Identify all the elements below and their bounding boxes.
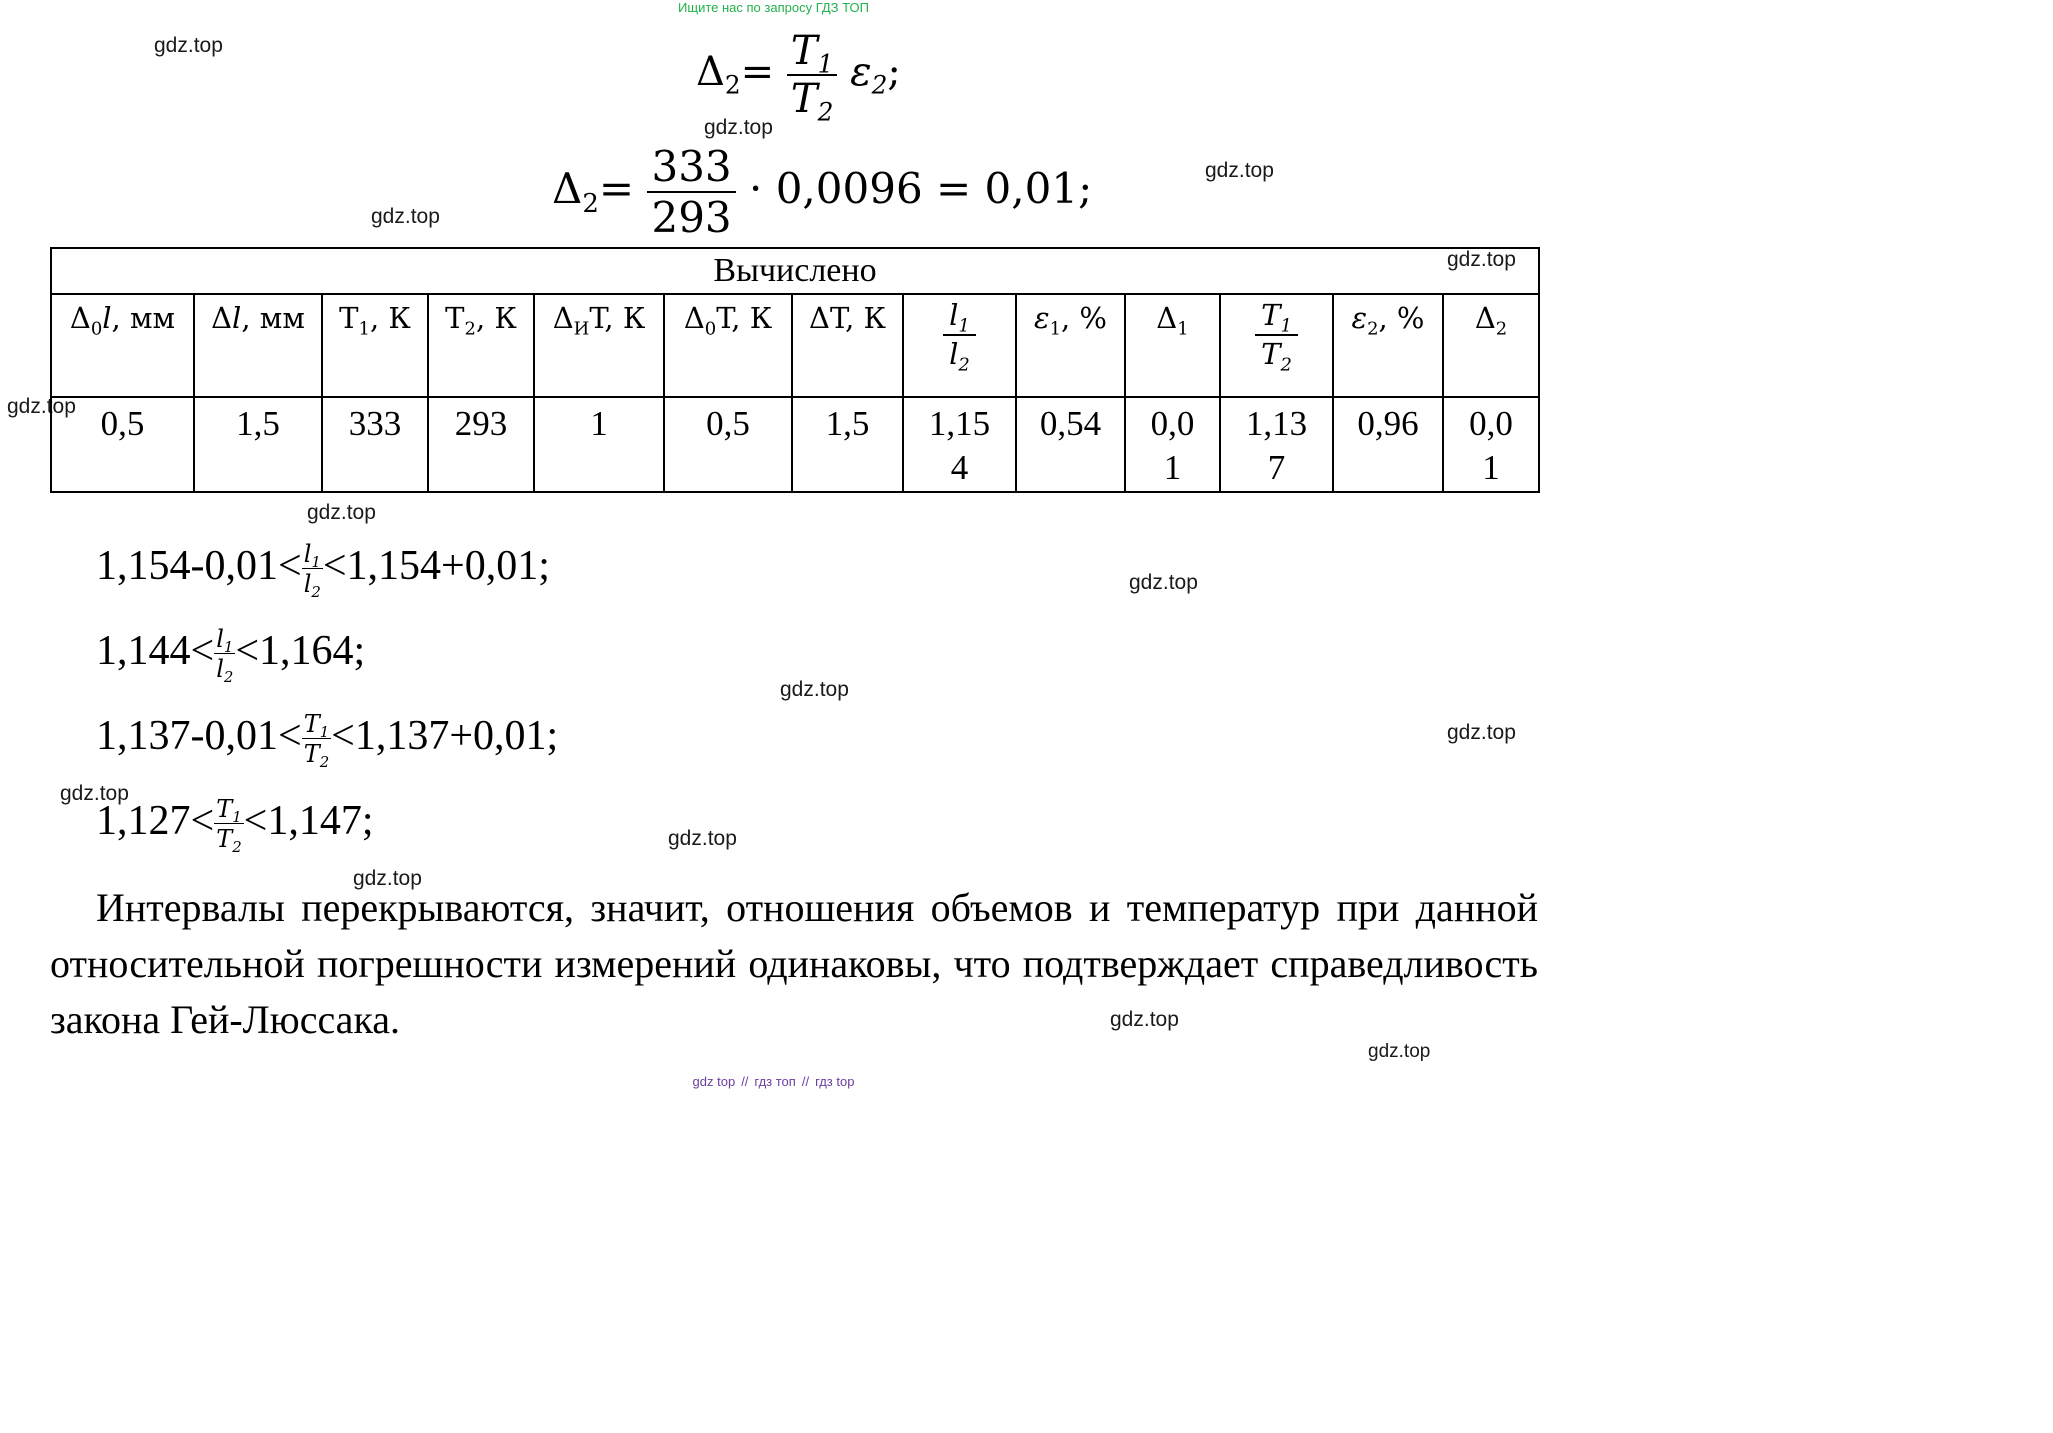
inequality-line: 1,144< $\frac{l_1}{l_2}$ <1,164; xyxy=(96,625,366,687)
conclusion-paragraph: Интервалы перекрываются, значит, отношения объемов и температур при данной относительной погрешности измерений одинаковы, что подтверждает справедливость закона Гей-Люссака. xyxy=(50,885,1538,1042)
header-delta-i-t: $\Delta_ИT$, К xyxy=(534,294,664,397)
search-hint-banner: Ищите нас по запросу ГДЗ ТОП xyxy=(678,0,869,15)
footer-links xyxy=(0,1074,1547,1089)
table-cell: 0,0 1 xyxy=(1443,397,1539,492)
table-cell: 1,5 xyxy=(792,397,903,492)
fraction-numerator: 333 xyxy=(647,142,735,193)
footer-link[interactable]: гдз топ xyxy=(754,1074,796,1089)
watermark: gdz.top xyxy=(1447,248,1516,271)
watermark: gdz.top xyxy=(7,395,76,418)
table-caption: Вычислено xyxy=(51,248,1539,294)
footer-separator: // xyxy=(801,1074,810,1089)
watermark: gdz.top xyxy=(1129,571,1198,594)
formula-lhs: $\Delta_2$ xyxy=(552,164,599,220)
table-cell: 0,5 xyxy=(51,397,194,492)
header-l1-over-l2: $\frac{l_1}{l_2}$ xyxy=(903,294,1016,397)
header-epsilon1: $\varepsilon_1$, % xyxy=(1016,294,1125,397)
header-delta-t: ΔT, К xyxy=(792,294,903,397)
formula-equals: = xyxy=(598,164,635,213)
table-cell: 0,54 xyxy=(1016,397,1125,492)
watermark: gdz.top xyxy=(704,116,773,139)
formula-fraction xyxy=(787,28,837,127)
watermark: gdz.top xyxy=(60,782,129,805)
header-delta2: $\Delta_2$ xyxy=(1443,294,1539,397)
header-delta1: $\Delta_1$ xyxy=(1125,294,1220,397)
formula-delta2-definition xyxy=(696,28,901,127)
watermark: gdz.top xyxy=(307,501,376,524)
fraction-denominator: 293 xyxy=(651,193,732,242)
table-cell: 333 xyxy=(322,397,428,492)
footer-link[interactable]: gdz top xyxy=(692,1074,736,1089)
table-cell: 0,0 1 xyxy=(1125,397,1220,492)
formula-end: ; xyxy=(887,49,901,95)
formula-result: · 0,0096 = 0,01; xyxy=(749,164,1093,213)
table-cell: 1,15 4 xyxy=(903,397,1016,492)
watermark: gdz.top xyxy=(780,678,849,701)
header-t1-over-t2: $\frac{T_1}{T_2}$ xyxy=(1220,294,1333,397)
footer-separator: // xyxy=(741,1074,749,1089)
footer-link[interactable]: гдз top xyxy=(815,1074,855,1089)
inequality-line: 1,137-0,01< $\frac{T_1}{T_2}$ <1,137+0,01; xyxy=(96,710,559,772)
formula-epsilon: $\varepsilon_2$ xyxy=(850,49,888,100)
header-delta0-l: $\Delta_0l$, мм xyxy=(51,294,194,397)
header-delta-l: Δl, мм xyxy=(194,294,322,397)
fraction-denominator: $T_2$ xyxy=(790,76,834,127)
formula-delta2-calculation xyxy=(552,142,1092,242)
watermark: gdz.top xyxy=(1110,1008,1179,1031)
watermark: gdz.top xyxy=(668,827,737,850)
header-delta0-t: $\Delta_0T$, К xyxy=(664,294,792,397)
table-cell: 1,13 7 xyxy=(1220,397,1333,492)
watermark: gdz.top xyxy=(154,34,223,57)
watermark: gdz.top xyxy=(371,205,440,228)
watermark: gdz.top xyxy=(1205,159,1274,182)
inequality-line: 1,127< $\frac{T_1}{T_2}$ <1,147; xyxy=(96,795,374,857)
table-cell: 1 xyxy=(534,397,664,492)
formula-lhs: $\Delta_2$ xyxy=(696,49,741,100)
header-t1: $T_1$, К xyxy=(322,294,428,397)
table-cell: 1,5 xyxy=(194,397,322,492)
table-row xyxy=(51,397,1539,492)
formula-equals: = xyxy=(740,49,775,95)
watermark: gdz.top xyxy=(353,867,422,890)
formula-fraction xyxy=(647,142,735,242)
watermark: gdz.top xyxy=(1447,721,1516,744)
table-cell: 0,96 xyxy=(1333,397,1443,492)
fraction-numerator: $T_1$ xyxy=(787,28,837,76)
table-cell: 293 xyxy=(428,397,534,492)
inequality-line: 1,154-0,01< $\frac{l_1}{l_2}$ <1,154+0,01; xyxy=(96,540,550,602)
header-t2: $T_2$, К xyxy=(428,294,534,397)
results-table xyxy=(50,247,1540,493)
header-epsilon2: $\varepsilon_2$, % xyxy=(1333,294,1443,397)
watermark: gdz.top xyxy=(1368,1041,1431,1062)
table-cell: 0,5 xyxy=(664,397,792,492)
